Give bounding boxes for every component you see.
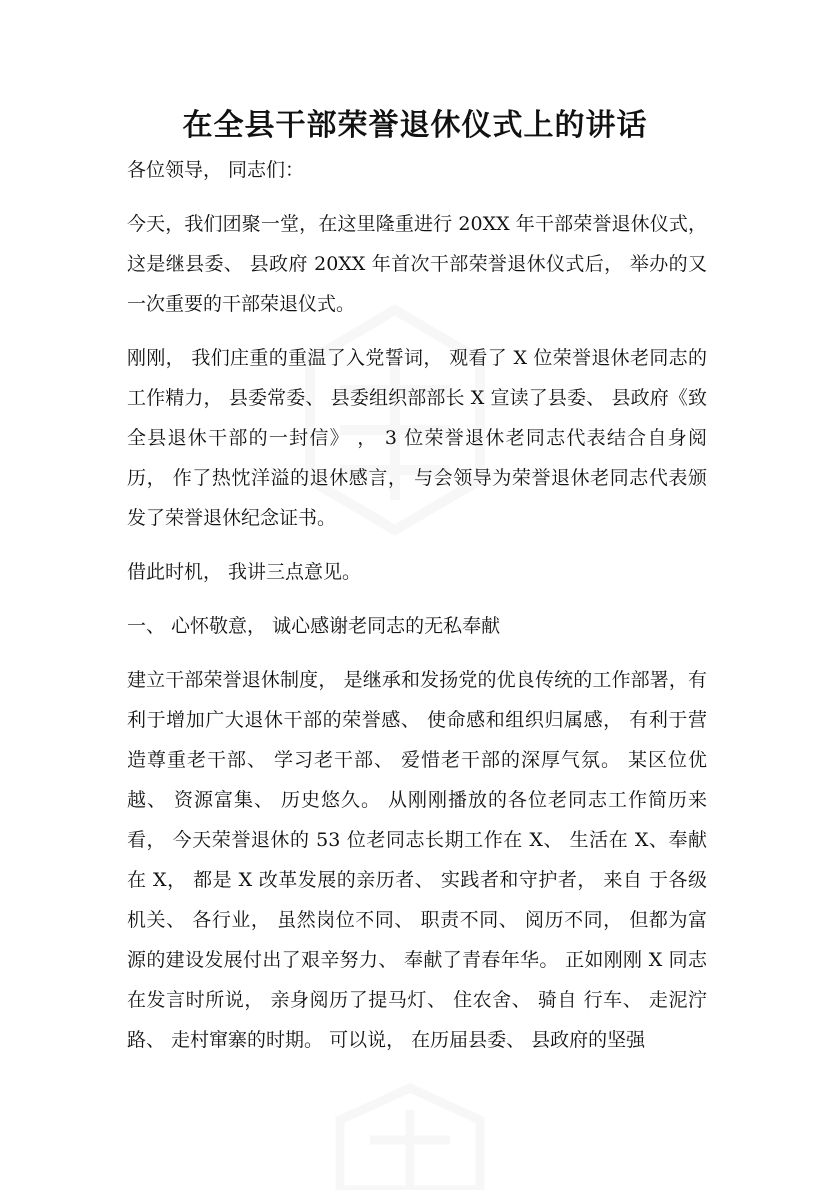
speech-body — [127, 150, 707, 1060]
salutation: 各位领导， 同志们： — [127, 159, 305, 181]
paragraph: 刚刚， 我们庄重的重温了入党誓词， 观看了 X 位荣誉退休老同志的工作精力， 县委常委、 县委组织部部长 X 宣读了县委、 县政府《致全县退休干部的一封信》 ， 3 位荣誉退休老同志代表结合自身阅历， 作了热忱洋溢的退休感言， 与会领导为荣誉退休老同志代表颁发了荣誉退休纪念证书。 — [127, 347, 707, 529]
paragraph: 借此时机， 我讲三点意见。 — [127, 561, 362, 583]
paragraph: 建立干部荣誉退休制度， 是继承和发扬党的优良传统的工作部署，有利于增加广大退休干部的荣誉感、 使命感和组织归属感， 有利于营造尊重老干部、 学习老干部、 爱惜老干部的深厚气氛。 某区位优越、 资源富集、 历史悠久。 从刚刚播放的各位老同志工作简历来看， 今天荣誉退休的 53 位老同志长期工作在 X、 生活在 X、奉献在 X， 都是 X 改革发展的亲历者、 实践者和守护者， 来自 于各级机关、 各行业， 虽然岗位不同、 职责不同、 阅历不同， 但都为富源的建设发展付出了艰辛努力、 奉献了青春年华。 正如刚刚 X 同志在发言时所说， 亲身阅历了提马灯、 住农舍、 骑自 行车、 走泥泞路、 走村窜寨的时期。 可以说， 在历届县委、 县政府的坚强 — [127, 669, 707, 1051]
section-heading: 一、 心怀敬意， 诚心感谢老同志的无私奉献 — [127, 615, 501, 637]
page-title: 在全县干部荣誉退休仪式上的讲话 — [182, 108, 648, 143]
paragraph: 今天，我们团聚一堂，在这里隆重进行 20XX 年干部荣誉退休仪式，这是继县委、 县政府 20XX 年首次干部荣誉退休仪式后， 举办的又一次重要的干部荣退仪式。 — [127, 213, 707, 315]
